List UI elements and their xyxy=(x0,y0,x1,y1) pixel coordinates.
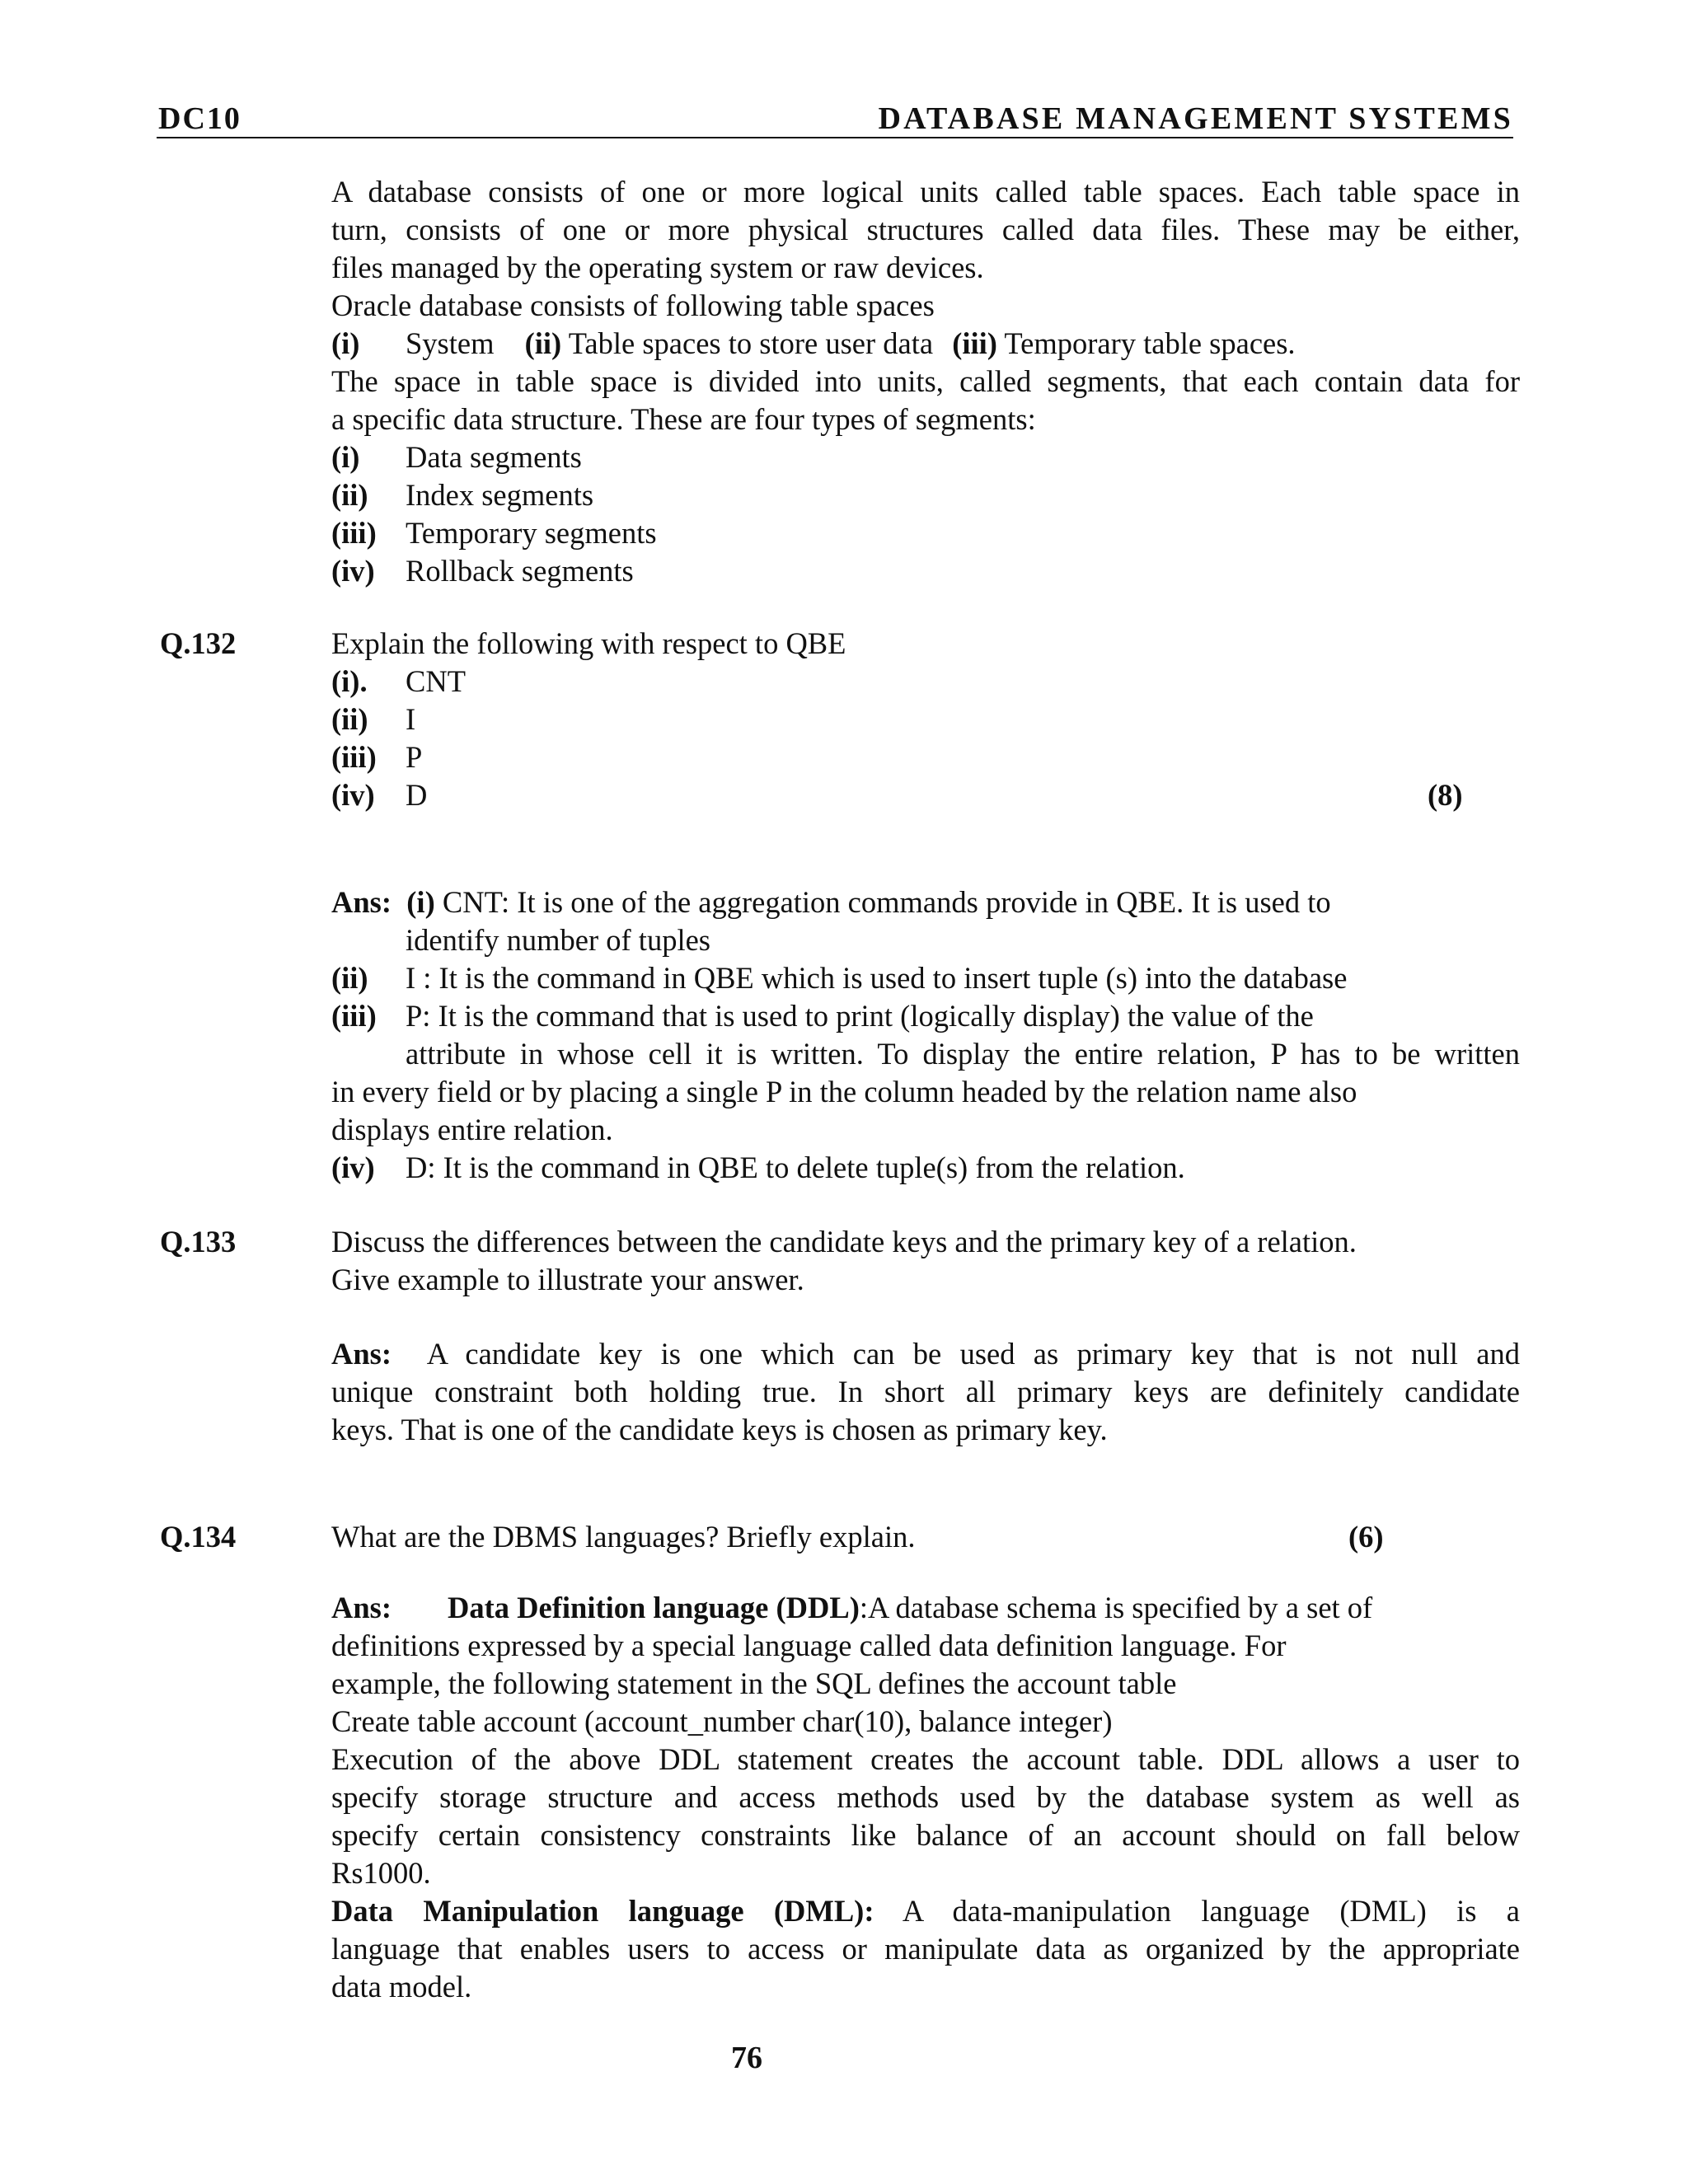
list-label: (ii) xyxy=(331,478,368,512)
header-title: DATABASE MANAGEMENT SYSTEMS xyxy=(878,101,1513,136)
answer-text: A data-manipulation language (DML) is a xyxy=(902,1894,1520,1928)
list-text: Rollback segments xyxy=(406,554,634,588)
question-text: Discuss the differences between the candidate keys and the primary key of a relation. xyxy=(331,1225,1357,1258)
question-text: Explain the following with respect to QBE xyxy=(331,626,846,660)
answer-line xyxy=(331,1892,1520,1930)
list-item xyxy=(331,701,1520,738)
list-label: (i). xyxy=(331,664,368,698)
answer-line: attribute in whose cell it is written. To display the entire relation, P has to be written xyxy=(406,1037,1520,1071)
answer-line xyxy=(331,1149,1520,1187)
question-number: Q.133 xyxy=(160,1225,237,1258)
answer-line: language that enables users to access or manipulate data as organized by the appropriate xyxy=(331,1932,1520,1966)
marks: (8) xyxy=(1428,778,1463,812)
list-label: (iii) xyxy=(331,740,377,774)
list-label: (iv) xyxy=(331,778,375,812)
answer-text: P: It is the command that is used to print (logically display) the value of the xyxy=(406,999,1314,1033)
answer-label: Ans: xyxy=(331,1591,392,1624)
answer-line xyxy=(331,997,1520,1035)
ddl-heading: Data Definition language (DDL) xyxy=(448,1591,860,1624)
course-code: DC10 xyxy=(158,101,241,136)
question-text: Give example to illustrate your answer. xyxy=(331,1263,804,1296)
list-label: (ii) xyxy=(524,326,562,360)
answer-label: Ans: xyxy=(331,885,392,919)
text-line: files managed by the operating system or raw devices. xyxy=(331,251,984,284)
list-label: (iii) xyxy=(952,326,997,360)
list-label: (iv) xyxy=(331,1151,375,1184)
list-text: Temporary segments xyxy=(406,516,657,550)
answer-line: specify certain consistency constraints like balance of an account should on fall below xyxy=(331,1818,1520,1852)
answer-line: Execution of the above DDL statement creates the account table. DDL allows a user to xyxy=(331,1742,1520,1776)
list-item xyxy=(331,663,1520,701)
list-item xyxy=(331,738,1520,776)
answer-line xyxy=(331,1335,1520,1373)
answer-text: D: It is the command in QBE to delete tuple(s) from the relation. xyxy=(406,1151,1185,1184)
list-label: (i) xyxy=(331,326,360,360)
text-line: Oracle database consists of following table spaces xyxy=(331,288,935,322)
answer-line: Create table account (account_number char(10), balance integer) xyxy=(331,1704,1113,1738)
marks: (6) xyxy=(1348,1520,1384,1554)
answer-line: identify number of tuples xyxy=(406,923,710,957)
answer-line xyxy=(331,959,1520,997)
answer-text: I : It is the command in QBE which is used to insert tuple (s) into the database xyxy=(406,961,1348,995)
list-label: (iii) xyxy=(331,516,377,550)
list-label: (iii) xyxy=(331,999,377,1033)
list-text: I xyxy=(406,702,416,736)
list-label: (ii) xyxy=(331,702,368,736)
answer-line: Rs1000. xyxy=(331,1856,431,1890)
list-text: System xyxy=(406,326,495,360)
tablespace-list xyxy=(331,325,1520,363)
list-text: Data segments xyxy=(406,440,582,474)
list-item xyxy=(331,514,1520,552)
text-line: A database consists of one or more logical units called table spaces. Each table space in xyxy=(331,175,1520,209)
question-number: Q.132 xyxy=(160,626,237,660)
answer-text: A candidate key is one which can be used as primary key that is not null and xyxy=(426,1337,1520,1371)
question-text: What are the DBMS languages? Briefly explain. xyxy=(331,1520,916,1554)
answer-line: data model. xyxy=(331,1970,472,2004)
answer-line: in every field or by placing a single P in the column headed by the relation name also xyxy=(331,1075,1357,1108)
page-number: 76 xyxy=(731,2041,762,2075)
answer-label: Ans: xyxy=(331,1337,392,1371)
answer-line xyxy=(331,1589,1520,1627)
answer-line xyxy=(331,883,1520,921)
list-text: Temporary table spaces. xyxy=(1004,326,1296,360)
answer-line: displays entire relation. xyxy=(331,1113,613,1146)
answer-line: keys. That is one of the candidate keys is chosen as primary key. xyxy=(331,1413,1108,1446)
answer-text: :A database schema is specified by a set of xyxy=(859,1591,1373,1624)
dml-heading: Data Manipulation language (DML): xyxy=(331,1894,874,1928)
answer-line: definitions expressed by a special language called data definition language. For xyxy=(331,1629,1287,1662)
list-text: Table spaces to store user data xyxy=(568,326,934,360)
text-line: a specific data structure. These are four types of segments: xyxy=(331,402,1036,436)
list-text: Index segments xyxy=(406,478,594,512)
text-line: The space in table space is divided into units, called segments, that each contain data for xyxy=(331,364,1520,398)
list-text: P xyxy=(406,740,423,774)
list-label: (i) xyxy=(406,885,435,919)
list-label: (ii) xyxy=(331,961,368,995)
answer-text: CNT: It is one of the aggregation commands provide in QBE. It is used to xyxy=(442,885,1331,919)
answer-line: unique constraint both holding true. In short all primary keys are definitely candidate xyxy=(331,1375,1520,1408)
list-label: (i) xyxy=(331,440,360,474)
list-item xyxy=(331,552,1520,590)
page-header xyxy=(157,97,1513,138)
list-text: D xyxy=(406,778,428,812)
list-label: (iv) xyxy=(331,554,375,588)
list-text: CNT xyxy=(406,664,466,698)
list-item xyxy=(331,438,1520,476)
answer-line: specify storage structure and access methods used by the database system as well as xyxy=(331,1780,1520,1814)
list-item xyxy=(331,476,1520,514)
list-item xyxy=(331,776,1520,814)
question-number: Q.134 xyxy=(160,1520,237,1554)
text-line: turn, consists of one or more physical structures called data files. These may be either, xyxy=(331,213,1520,246)
answer-line: example, the following statement in the SQL defines the account table xyxy=(331,1666,1177,1700)
